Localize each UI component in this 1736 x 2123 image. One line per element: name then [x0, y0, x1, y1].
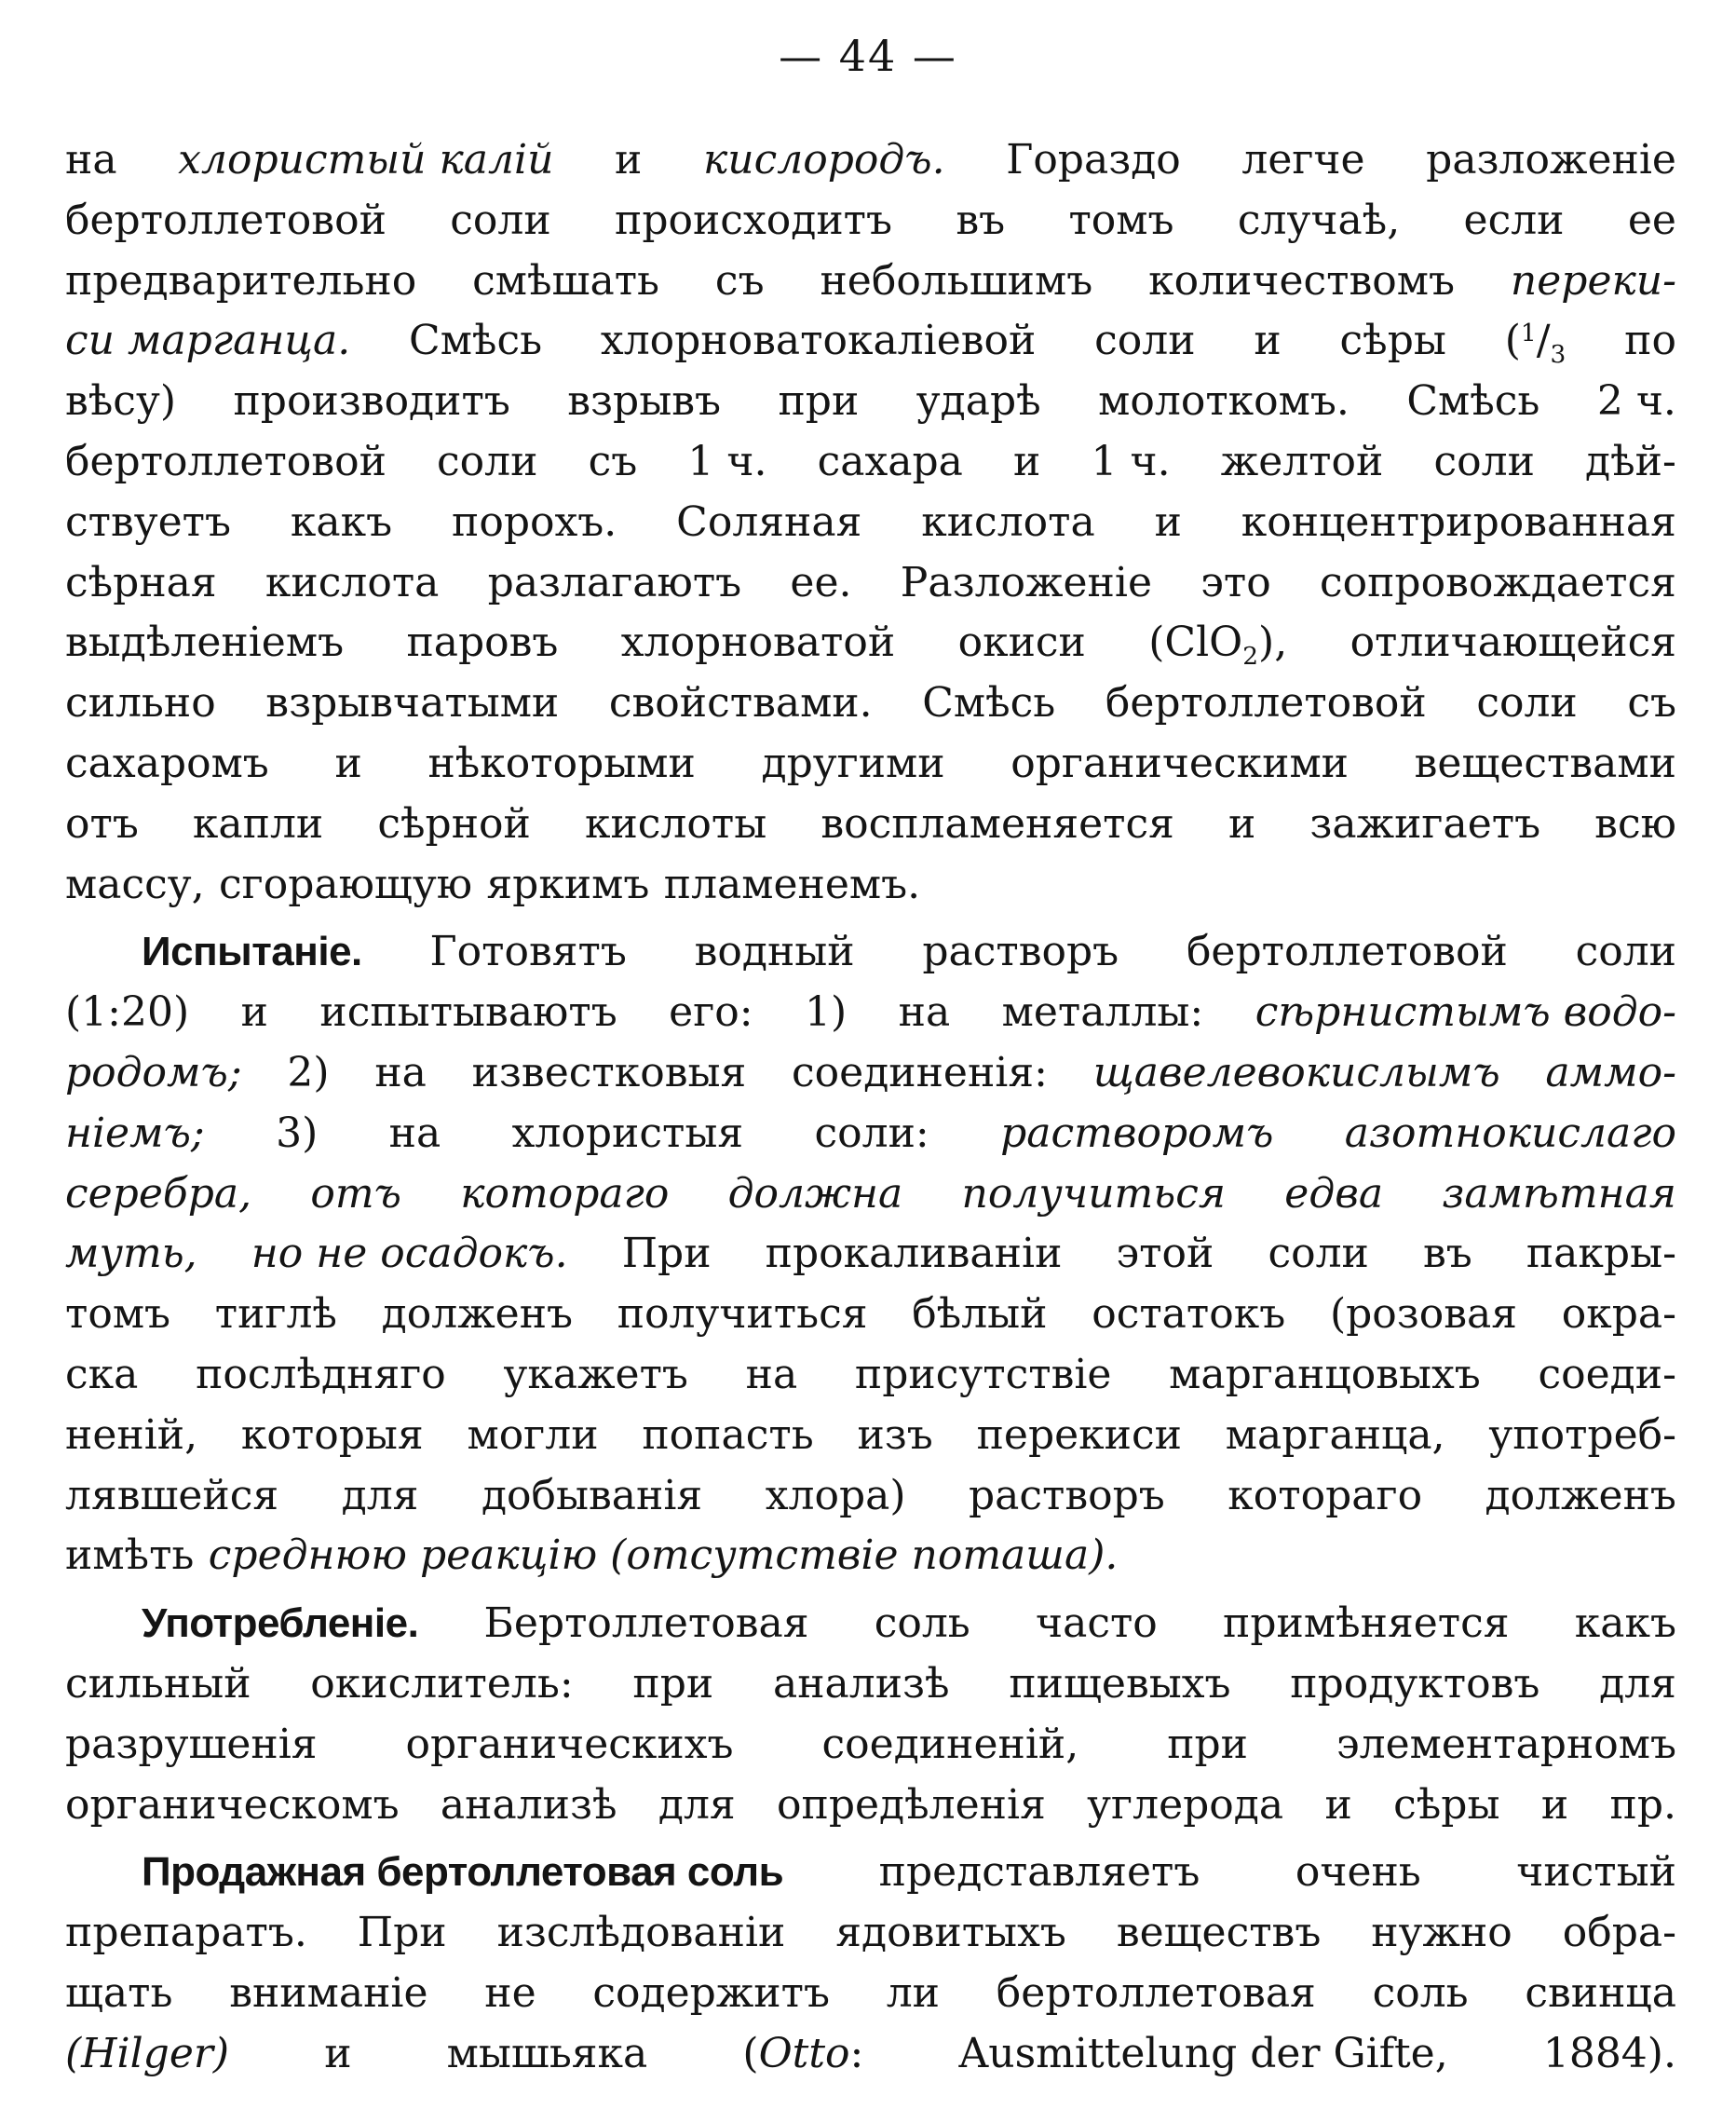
word: органическомъ — [65, 1780, 400, 1829]
word: анализѣ — [440, 1780, 617, 1829]
word: соли — [1433, 437, 1535, 485]
word: хлористый калій — [178, 136, 554, 184]
word: углерода — [1087, 1780, 1284, 1829]
word: тиглѣ — [214, 1290, 337, 1339]
word: при — [1167, 1720, 1249, 1768]
word: анализѣ — [772, 1659, 950, 1708]
word: пакры- — [1526, 1230, 1676, 1278]
word: отъ — [65, 799, 139, 848]
word: замѣтная — [1442, 1169, 1676, 1218]
word: употреб- — [1488, 1410, 1676, 1459]
word: 2) — [287, 1048, 330, 1096]
word: испытываютъ — [319, 988, 617, 1037]
word: остатокъ — [1092, 1290, 1286, 1339]
word: послѣдняго — [196, 1350, 446, 1398]
word: кислота — [921, 497, 1095, 546]
word: это — [1200, 558, 1271, 606]
word: на — [745, 1350, 798, 1398]
text-line — [65, 1964, 1676, 2024]
word: веществами — [1414, 739, 1676, 787]
word: сѣрная — [65, 558, 217, 606]
word: массу, — [65, 860, 205, 908]
word: попасть — [642, 1410, 814, 1459]
text-line — [65, 252, 1676, 312]
word: известковыя — [471, 1048, 747, 1096]
text-line — [65, 734, 1676, 795]
word: пламенемъ. — [663, 860, 921, 908]
word: воспламеняется — [821, 799, 1174, 848]
word: и — [1154, 497, 1182, 546]
text-line — [65, 1526, 1676, 1586]
word: хлорноватой — [620, 619, 896, 667]
word: часто — [1036, 1599, 1158, 1648]
section-heading: Испытаніе. — [142, 929, 362, 975]
word: чистый — [1516, 1848, 1676, 1897]
word: Готовятъ — [429, 928, 627, 976]
word: происходитъ — [615, 196, 893, 244]
word: растворомъ — [1000, 1109, 1274, 1157]
word: (Hilger) — [65, 2029, 230, 2077]
word: если — [1463, 196, 1565, 244]
word: соль — [874, 1599, 970, 1648]
word: производитъ — [233, 377, 510, 426]
word: сахара — [817, 437, 963, 485]
text-line — [65, 493, 1676, 553]
text-line — [65, 1164, 1676, 1225]
word: препаратъ. — [65, 1909, 307, 1957]
word: долженъ — [1485, 1471, 1676, 1519]
word: разложеніе — [1426, 136, 1676, 184]
word: взрывчатыми — [265, 679, 560, 728]
word: котораго — [460, 1169, 670, 1218]
word: по — [1624, 317, 1676, 365]
word: могли — [467, 1410, 599, 1459]
word: (розовая — [1329, 1290, 1518, 1339]
word: переки- — [1510, 256, 1676, 305]
word: окиси — [957, 619, 1086, 667]
text-line — [65, 1715, 1676, 1776]
word: выдѣленіемъ — [65, 619, 345, 667]
word: присутствіе — [854, 1350, 1112, 1398]
word: сгорающую — [219, 860, 473, 908]
paragraph-testing — [65, 922, 1676, 1586]
word: При — [621, 1230, 712, 1278]
fraction-one-third — [1505, 311, 1566, 372]
word: для — [341, 1471, 419, 1519]
word: и — [1324, 1780, 1352, 1829]
word: 1 ч. — [1091, 437, 1171, 485]
word: веществъ — [1116, 1909, 1322, 1957]
word: кислоты — [584, 799, 767, 848]
word: для — [1599, 1659, 1676, 1708]
word: и — [334, 739, 362, 787]
word: должна — [727, 1169, 903, 1218]
text-line — [65, 1345, 1676, 1406]
text-line — [65, 674, 1676, 734]
word: опредѣленія — [777, 1780, 1046, 1829]
text-line — [65, 1654, 1676, 1715]
word: получиться — [617, 1290, 868, 1339]
word: пр. — [1609, 1780, 1676, 1829]
word: бѣлый — [912, 1290, 1048, 1339]
word: Смѣсь — [922, 679, 1056, 728]
word: представляетъ — [878, 1848, 1200, 1897]
word: сѣрнистымъ водо- — [1255, 988, 1676, 1037]
word: / — [1536, 317, 1551, 365]
word: прокаливаніи — [765, 1230, 1063, 1278]
word: легче — [1241, 136, 1365, 184]
word: Бертоллетовая — [483, 1599, 809, 1648]
word: разрушенія — [65, 1720, 318, 1768]
word: сѣрной — [377, 799, 531, 848]
word: Ausmittelung der Gifte, — [958, 2029, 1448, 2077]
paragraph-commercial-salt — [65, 1843, 1676, 2084]
word: неній, — [65, 1410, 198, 1459]
word: си марганца. — [65, 317, 351, 365]
word: окислитель: — [310, 1659, 574, 1708]
word: кислота — [264, 558, 440, 606]
word: предварительно — [65, 256, 417, 305]
word: количествомъ — [1148, 256, 1455, 305]
word: бертоллетовой — [65, 196, 387, 244]
section-heading: Продажная бертоллетовая соль — [142, 1849, 784, 1896]
subscript: 2 — [1242, 641, 1259, 671]
word: нѣкоторыми — [427, 739, 696, 787]
word: сильный — [65, 1659, 251, 1708]
text-line — [65, 613, 1676, 674]
word: ли — [886, 1968, 940, 2017]
text-line — [65, 372, 1676, 432]
word: небольшимъ — [820, 256, 1093, 305]
word: молоткомъ. — [1098, 377, 1349, 426]
word: металлы: — [1001, 988, 1204, 1037]
word: его: — [669, 988, 753, 1037]
word: съ — [714, 256, 765, 305]
word: другими — [761, 739, 945, 787]
word: отличающейся — [1349, 619, 1676, 667]
word: ствуетъ — [65, 497, 232, 546]
word: желтой — [1220, 437, 1384, 485]
word: пищевыхъ — [1009, 1659, 1231, 1708]
word: томъ — [65, 1290, 171, 1339]
word: родомъ; — [65, 1048, 242, 1096]
text-line — [65, 1903, 1676, 1964]
word: имѣть — [65, 1531, 195, 1580]
word: въ — [956, 196, 1006, 244]
word: мышьяка — [446, 2029, 648, 2077]
text-line — [65, 553, 1676, 614]
word: (ClO — [1148, 619, 1243, 667]
word: лявшейся — [65, 1471, 279, 1519]
word: Разложеніе — [900, 558, 1152, 606]
word: перекиси — [976, 1410, 1182, 1459]
word: томъ — [1068, 196, 1174, 244]
word: ), — [1258, 619, 1288, 667]
word: на — [388, 1109, 441, 1157]
word: порохъ. — [452, 497, 617, 546]
word: бертоллетовой — [1105, 679, 1427, 728]
word: ее — [1627, 196, 1676, 244]
word: и — [1013, 437, 1041, 485]
word: аммо- — [1545, 1048, 1676, 1096]
word: растворъ — [922, 928, 1119, 976]
text-line — [65, 311, 1676, 372]
word: и — [324, 2029, 352, 2077]
word: Гораздо — [1006, 136, 1181, 184]
word: долженъ — [381, 1290, 574, 1339]
word: на — [898, 988, 951, 1037]
word: смѣшать — [472, 256, 659, 305]
word: ядовитыхъ — [835, 1909, 1066, 1957]
word: водный — [694, 928, 855, 976]
text-line — [65, 1043, 1676, 1104]
word: При — [357, 1909, 447, 1957]
word: элементарномъ — [1336, 1720, 1676, 1768]
word: вѣсу) — [65, 377, 177, 426]
word: этой — [1116, 1230, 1214, 1278]
word: 1) — [805, 988, 848, 1037]
word: разлагаютъ — [487, 558, 742, 606]
word: для — [658, 1780, 736, 1829]
word: зажигаетъ — [1309, 799, 1541, 848]
text-line — [65, 2024, 1676, 2085]
word: хлористыя — [511, 1109, 744, 1157]
word: ніемъ; — [65, 1109, 205, 1157]
word: (1:20) — [65, 988, 190, 1037]
word: щать — [65, 1968, 173, 2017]
word: 1 ч. — [687, 437, 767, 485]
word: и — [1227, 799, 1256, 848]
word: и — [615, 136, 643, 184]
citation-otto — [742, 2024, 863, 2085]
word: сахаромъ — [65, 739, 269, 787]
text-line — [65, 1776, 1676, 1836]
paragraph-chlorate-decomposition — [65, 130, 1676, 915]
word: серебра, — [65, 1169, 252, 1218]
page-number: — 44 — — [779, 31, 957, 81]
word: Otto — [758, 2029, 850, 2077]
word: соединенія: — [792, 1048, 1048, 1096]
word: и — [1540, 1780, 1569, 1829]
text-line — [65, 1594, 1676, 1654]
word: бертоллетовая — [996, 1968, 1316, 2017]
word: примѣняется — [1223, 1599, 1510, 1648]
word: содержитъ — [592, 1968, 830, 2017]
word: сильно — [65, 679, 216, 728]
paragraph-usage — [65, 1594, 1676, 1835]
body-text — [65, 130, 1676, 2085]
word: ( — [1504, 317, 1521, 365]
text-line — [65, 1406, 1676, 1466]
word: не — [484, 1968, 536, 2017]
word: едва — [1284, 1169, 1384, 1218]
word: сѣры — [1393, 1780, 1500, 1829]
word: получиться — [961, 1169, 1227, 1218]
word: соли — [1094, 317, 1196, 365]
word: какъ — [290, 497, 393, 546]
word: отъ — [310, 1169, 401, 1218]
word: всю — [1594, 799, 1676, 848]
section-heading: Употребленіе. — [142, 1600, 419, 1647]
word: капли — [192, 799, 324, 848]
word: сопровождается — [1319, 558, 1676, 606]
word: на — [374, 1048, 427, 1096]
text-line — [65, 1224, 1676, 1285]
word: дѣй- — [1585, 437, 1676, 485]
word: сѣры — [1339, 317, 1446, 365]
word: ( — [742, 2029, 759, 2077]
word: соли: — [814, 1109, 929, 1157]
word: соединеній, — [821, 1720, 1079, 1768]
text-line — [65, 1285, 1676, 1345]
word: взрывъ — [567, 377, 722, 426]
word: укажетъ — [503, 1350, 688, 1398]
word: изъ — [857, 1410, 933, 1459]
text-line — [65, 432, 1676, 493]
word: соли — [1476, 679, 1578, 728]
word: кислородъ. — [702, 136, 945, 184]
word: 1884). — [1542, 2029, 1676, 2077]
word: котораго — [1227, 1471, 1423, 1519]
word: соеди- — [1538, 1350, 1676, 1398]
chemical-formula-clo2 — [1148, 613, 1287, 674]
word: 2 ч. — [1596, 377, 1676, 426]
word: ска — [65, 1350, 139, 1398]
word: среднюю реакцію (отсутствіе поташа). — [208, 1531, 1119, 1580]
word: муть, — [65, 1230, 197, 1278]
word: Смѣсь — [1406, 377, 1540, 426]
word: соли — [437, 437, 538, 485]
word: концентрированная — [1241, 497, 1676, 546]
word: но не осадокъ. — [251, 1230, 568, 1278]
word: очень — [1295, 1848, 1421, 1897]
word: бертоллетовой — [1186, 928, 1508, 976]
word: ее. — [790, 558, 852, 606]
word: хлора) — [765, 1471, 906, 1519]
word: продуктовъ — [1290, 1659, 1540, 1708]
word: 3) — [276, 1109, 319, 1157]
word: вниманіе — [229, 1968, 428, 2017]
text-line — [65, 1104, 1676, 1164]
word: и — [1254, 317, 1282, 365]
word: въ — [1422, 1230, 1472, 1278]
text-line — [65, 1466, 1676, 1527]
text-line — [65, 1843, 1676, 1903]
word: щавелевокислымъ — [1092, 1048, 1500, 1096]
word: окра- — [1561, 1290, 1676, 1339]
word: яркимъ — [486, 860, 650, 908]
word: и — [240, 988, 268, 1037]
word: на — [65, 136, 117, 184]
word: случаѣ, — [1237, 196, 1401, 244]
word: соли — [450, 196, 551, 244]
word: растворъ — [969, 1471, 1165, 1519]
word: соли — [1268, 1230, 1369, 1278]
word: : — [849, 2029, 864, 2077]
word: при — [778, 377, 860, 426]
word: обра- — [1562, 1909, 1676, 1957]
word: паровъ — [406, 619, 559, 667]
word: марганцовыхъ — [1169, 1350, 1481, 1398]
word: бертоллетовой — [65, 437, 387, 485]
text-line — [65, 130, 1676, 191]
word: органическихъ — [405, 1720, 734, 1768]
text-line — [65, 795, 1676, 855]
superscript: 1 — [1520, 318, 1537, 347]
text-line — [65, 983, 1676, 1043]
word: добыванія — [481, 1471, 703, 1519]
word: которыя — [240, 1410, 424, 1459]
subscript: 3 — [1550, 339, 1566, 369]
word: Соляная — [676, 497, 862, 546]
word: органическими — [1010, 739, 1349, 787]
word: какъ — [1574, 1599, 1676, 1648]
word: ударѣ — [915, 377, 1041, 426]
text-line — [65, 855, 1676, 916]
word: соль — [1372, 1968, 1469, 2017]
word: при — [632, 1659, 714, 1708]
word: съ — [588, 437, 638, 485]
word: марганца, — [1225, 1410, 1445, 1459]
word: хлорноватокаліевой — [600, 317, 1037, 365]
text-line — [65, 191, 1676, 252]
word: соли — [1575, 928, 1676, 976]
text-line — [65, 922, 1676, 983]
word: Смѣсь — [409, 317, 543, 365]
word: изслѣдованіи — [496, 1909, 786, 1957]
word: свинца — [1525, 1968, 1676, 2017]
word: нужно — [1371, 1909, 1512, 1957]
word: свойствами. — [608, 679, 873, 728]
word: азотнокислаго — [1344, 1109, 1676, 1157]
word: съ — [1627, 679, 1676, 728]
